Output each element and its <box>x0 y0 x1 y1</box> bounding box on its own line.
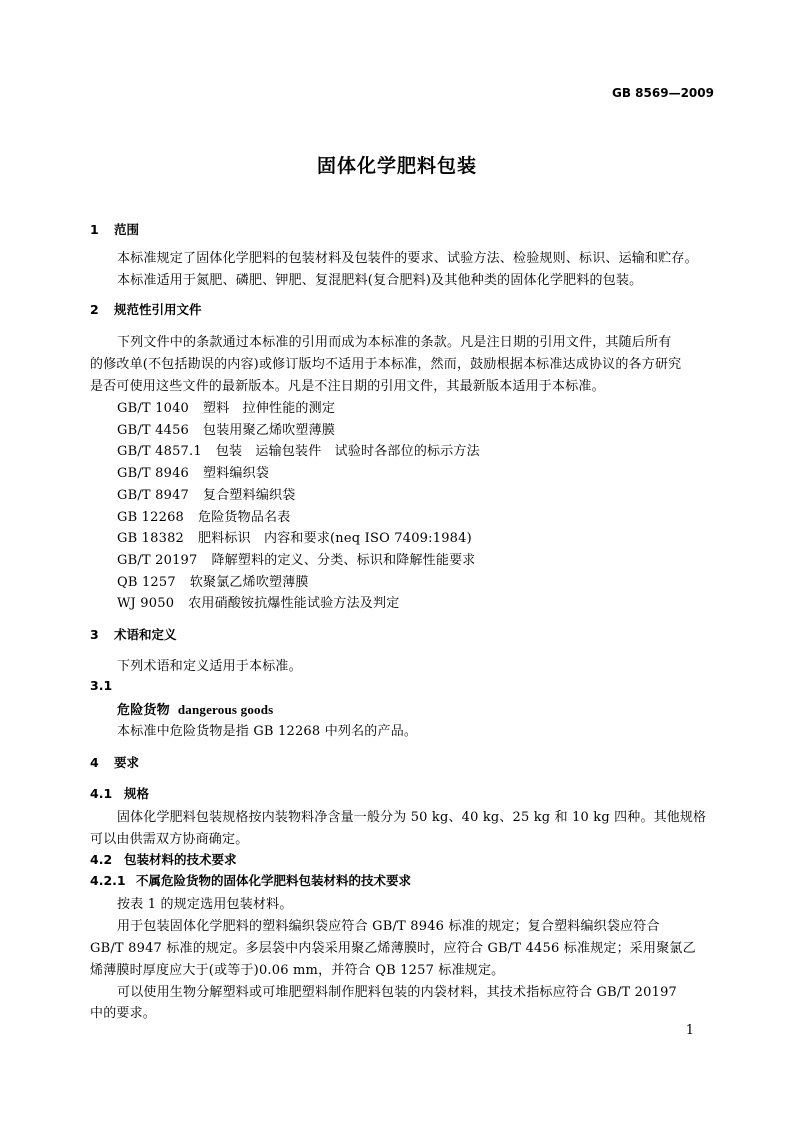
section-1-heading <box>90 220 139 238</box>
section-number: 4 <box>90 755 99 770</box>
section-2-heading <box>90 300 202 318</box>
paragraph: 固体化学肥料包装规格按内装物料净含量一般分为 50 kg、40 kg、25 kg 和 10 kg 四种。其他规格 <box>117 810 707 825</box>
reference-item <box>117 419 335 438</box>
reference-code: WJ 9050 <box>117 596 175 611</box>
paragraph: 可以使用生物分解塑料或可堆肥塑料制作肥料包装的内袋材料，其技术指标应符合 GB/T 20197 <box>117 985 678 1000</box>
section-title: 要求 <box>114 755 140 770</box>
paragraph: 下列文件中的条款通过本标准的引用而成为本标准的条款。凡是注日期的引用文件，其随后所有 <box>117 335 672 350</box>
reference-title: 危险货物品名表 <box>198 510 291 525</box>
reference-code: GB/T 8947 <box>117 488 190 503</box>
subsection-4-2-heading <box>90 850 237 868</box>
reference-title: 软聚氯乙烯吹塑薄膜 <box>189 575 309 590</box>
reference-item <box>117 440 480 459</box>
paragraph: 本标准规定了固体化学肥料的包装材料及包装件的要求、试验方法、检验规则、标识、运输和贮存。 <box>117 251 698 266</box>
reference-code: GB/T 1040 <box>117 401 190 416</box>
section-number: 3 <box>90 627 99 642</box>
paragraph: 是否可使用这些文件的最新版本。凡是不注日期的引用文件，其最新版本适用于本标准。 <box>90 379 605 394</box>
section-3-heading <box>90 625 177 643</box>
paragraph: 本标准适用于氮肥、磷肥、钾肥、复混肥料(复合肥料)及其他种类的固体化学肥料的包装。 <box>117 273 643 288</box>
section-title: 范围 <box>114 222 140 237</box>
reference-code: GB 12268 <box>117 510 185 525</box>
reference-code: GB/T 20197 <box>117 553 198 568</box>
subsection-title: 规格 <box>124 786 150 801</box>
paragraph: 可以由供需双方协商确定。 <box>90 832 249 847</box>
subsection-number: 3.1 <box>90 678 113 693</box>
subsection-4-1-heading <box>90 784 149 802</box>
paragraph: 中的要求。 <box>90 1006 157 1021</box>
subsection-number: 4.2.1 <box>90 873 126 888</box>
subsection-4-2-1-heading <box>90 871 411 889</box>
reference-item <box>117 527 472 546</box>
subsection-number: 4.1 <box>90 786 113 801</box>
paragraph: 按表 1 的规定选用包装材料。 <box>117 897 293 912</box>
reference-item <box>117 592 399 611</box>
reference-item <box>117 462 269 481</box>
paragraph: 下列术语和定义适用于本标准。 <box>117 659 302 674</box>
reference-item <box>117 484 295 503</box>
reference-title: 塑料编织袋 <box>203 466 270 481</box>
section-number: 1 <box>90 222 99 237</box>
reference-code: GB 18382 <box>117 531 185 546</box>
reference-title: 农用硝酸铵抗爆性能试验方法及判定 <box>188 596 400 611</box>
reference-code: GB/T 4857.1 <box>117 444 202 459</box>
section-title: 术语和定义 <box>114 627 177 642</box>
term-definition: 本标准中危险货物是指 GB 12268 中列名的产品。 <box>117 724 418 739</box>
paragraph: 的修改单(不包括勘误的内容)或修订版均不适用于本标准，然而，鼓励根据本标准达成协议的各方研究 <box>90 357 682 372</box>
subsection-title: 包装材料的技术要求 <box>124 852 237 867</box>
paragraph: GB/T 8947 标准的规定。多层袋中内袋采用聚乙烯薄膜时，应符合 GB/T 4456 标准规定；采用聚氯乙 <box>90 941 696 956</box>
reference-code: GB/T 4456 <box>117 423 190 438</box>
reference-item <box>117 397 335 416</box>
section-number: 2 <box>90 302 99 317</box>
reference-item <box>117 506 290 525</box>
reference-item <box>117 549 476 568</box>
subsection-title: 不属危险货物的固体化学肥料包装材料的技术要求 <box>136 873 412 888</box>
term-entry <box>117 699 273 718</box>
reference-code: GB/T 8946 <box>117 466 190 481</box>
reference-title: 降解塑料的定义、分类、标识和降解性能要求 <box>211 553 476 568</box>
standard-code: GB 8569—2009 <box>612 86 714 100</box>
reference-code: QB 1257 <box>117 575 176 590</box>
paragraph: 烯薄膜时厚度应大于(或等于)0.06 mm，并符合 QB 1257 标准规定。 <box>90 963 505 978</box>
term-english: dangerous goods <box>177 702 274 717</box>
reference-title: 包装用聚乙烯吹塑薄膜 <box>203 423 336 438</box>
paragraph: 用于包装固体化学肥料的塑料编织袋应符合 GB/T 8946 标准的规定；复合塑料编织袋应符合 <box>117 919 660 934</box>
section-4-heading <box>90 753 139 771</box>
subsection-number: 4.2 <box>90 852 113 867</box>
reference-item <box>117 571 309 590</box>
term-chinese: 危险货物 <box>117 703 170 718</box>
page-number: 1 <box>685 1023 694 1038</box>
reference-title: 肥料标识 内容和要求(neq ISO 7409:1984) <box>198 531 472 546</box>
document-title: 固体化学肥料包装 <box>316 155 477 177</box>
reference-title: 复合塑料编织袋 <box>203 488 296 503</box>
section-title: 规范性引用文件 <box>114 302 202 317</box>
reference-title: 塑料 拉伸性能的测定 <box>203 401 336 416</box>
reference-title: 包装 运输包装件 试验时各部位的标示方法 <box>215 444 480 459</box>
